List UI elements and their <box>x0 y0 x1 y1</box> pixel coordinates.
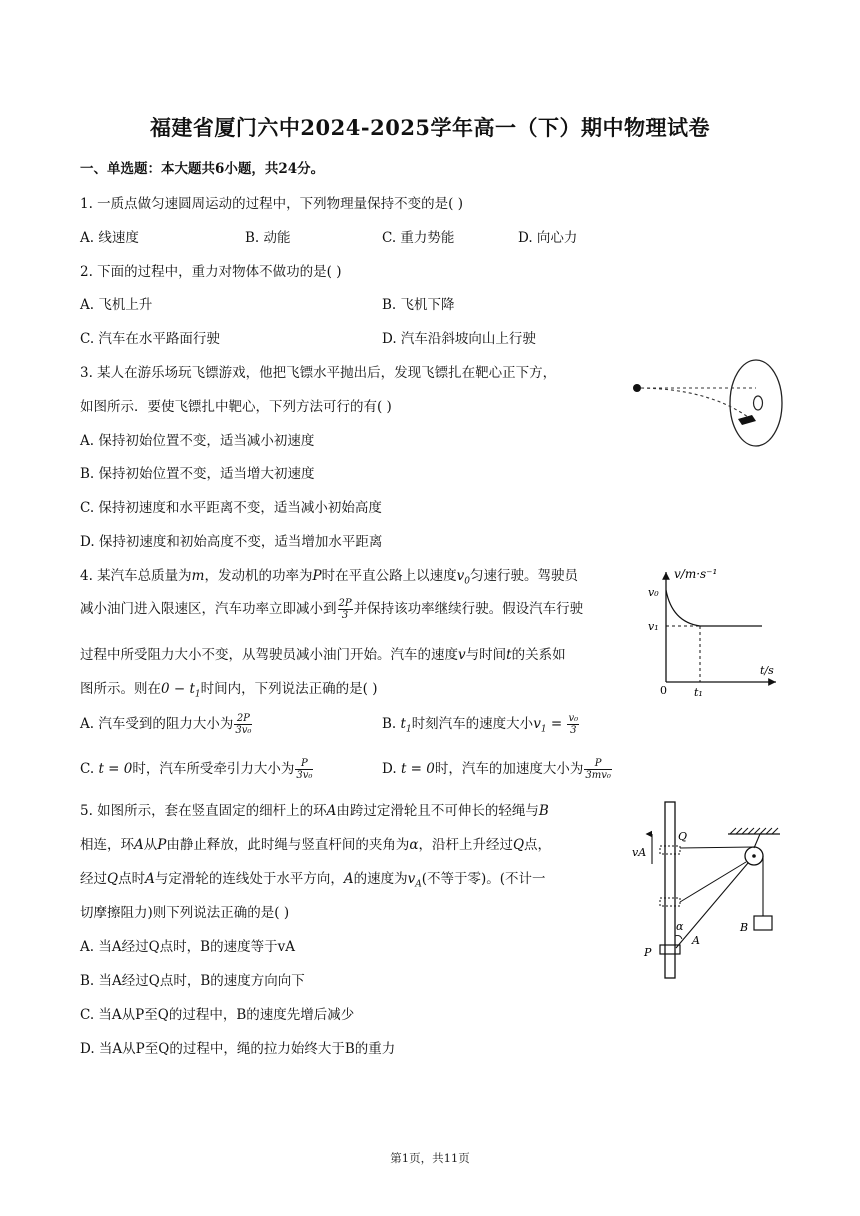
svg-text:P: P <box>644 946 652 959</box>
q5-option-a: A. 当A经过Q点时，B的速度等于vA <box>80 939 295 955</box>
q1-option-c: C. 重力势能 <box>382 230 455 246</box>
q4-stem-line1: 4. 某汽车总质量为m，发动机的功率为P时在平直公路上以速度$v_0$匀速行驶。驾驶员 <box>80 568 578 587</box>
block-b <box>754 916 772 930</box>
q3-stem-line2: 如图所示．要使飞镖扎中靶心，下列方法可行的有( ) <box>80 399 392 415</box>
q2-option-d: D. 汽车沿斜坡向山上行驶 <box>382 331 536 347</box>
q3-option-c: C. 保持初速度和水平距离不变，适当减小初始高度 <box>80 500 382 516</box>
origin-label: 0 <box>660 684 667 697</box>
page-title: 福建省厦门六中2024-2025学年高一（下）期中物理试卷 <box>149 115 711 140</box>
q3-option-b: B. 保持初始位置不变，适当增大初速度 <box>80 466 315 482</box>
q4-option-d: D. t = 0时，汽车的加速度大小为 $\frac{P}{\text{3mv₀}}$ <box>382 758 611 781</box>
pulley-rod-figure <box>630 798 790 983</box>
q5-option-c: C. 当A从P至Q的过程中，B的速度先增后减少 <box>80 1007 355 1023</box>
y-axis-label: v/m·s⁻¹ <box>674 567 718 581</box>
q1-stem: 1. 一质点做匀速圆周运动的过程中，下列物理量保持不变的是( ) <box>80 196 463 212</box>
q4-stem-line3: 过程中所受阻力大小不变，从驾驶员减小油门开始。汽车的速度v与时间t的关系如 <box>80 647 566 663</box>
q2-option-b: B. 飞机下降 <box>382 297 455 313</box>
q4-stem-line4: 图所示。则在$0 - t_1$时间内，下列说法正确的是( ) <box>80 681 378 700</box>
x-axis-label: t/s <box>760 664 774 677</box>
q5-stem-line4: 切摩擦阻力)则下列说法正确的是( ) <box>80 905 290 921</box>
q3-option-d: D. 保持初速度和初始高度不变，适当增加水平距离 <box>80 534 383 550</box>
q2-option-a: A. 飞机上升 <box>80 297 153 313</box>
q2-stem: 2. 下面的过程中，重力对物体不做功的是( ) <box>80 264 342 280</box>
page-footer: 第1页，共11页 <box>390 1151 470 1165</box>
svg-text:vA: vA <box>632 846 647 859</box>
q2-option-c: C. 汽车在水平路面行驶 <box>80 331 220 347</box>
q4-stem-line2: 减小油门进入限速区，汽车功率立即减小到 $\frac{2P}{3}$ 并保持该功率继续行驶。假设汽车行驶 <box>80 598 584 621</box>
svg-text:B: B <box>740 921 749 934</box>
q5-stem-line3: 经过Q点时A与定滑轮的连线处于水平方向，A的速度为$v_A$(不等于零)。(不计一 <box>80 871 546 890</box>
q3-option-a: A. 保持初始位置不变，适当减小初速度 <box>80 433 315 449</box>
q5-option-b: B. 当A经过Q点时，B的速度方向向下 <box>80 973 305 989</box>
q5-stem-line2: 相连，环A从P由静止释放，此时绳与竖直杆间的夹角为α，沿杆上升经过Q点， <box>80 837 552 853</box>
svg-text:α: α <box>676 920 684 933</box>
q1-option-b: B. 动能 <box>245 230 291 246</box>
dart-target-figure <box>628 355 788 450</box>
q4-option-c: C. t = 0时，汽车所受牵引力大小为 $\frac{P}{\text{3v₀}}$ <box>80 758 313 781</box>
svg-text:Q: Q <box>678 830 688 843</box>
velocity-curve <box>666 590 700 626</box>
t1-label: t₁ <box>694 686 703 699</box>
q5-option-d: D. 当A从P至Q的过程中，绳的拉力始终大于B的重力 <box>80 1041 396 1057</box>
q4-option-a: A. 汽车受到的阻力大小为 $\frac{2P}{\text{3v₀}}$ <box>80 713 252 736</box>
q5-stem-line1: 5. 如图所示，套在竖直固定的细杆上的环A由跨过定滑轮且不可伸长的轻绳与B <box>80 803 549 819</box>
section-heading: 一、单选题：本大题共6小题，共24分。 <box>80 161 325 177</box>
v1-label: v₁ <box>648 620 659 633</box>
q4-option-b: B. $t_1$时刻汽车的速度大小$v_1$ = $\frac{\text{v₀}}{3}$ <box>382 713 579 736</box>
q1-option-a: A. 线速度 <box>80 230 139 246</box>
v0-label: v₀ <box>648 586 659 599</box>
q1-option-d: D. 向心力 <box>518 230 578 246</box>
svg-text:A: A <box>692 934 700 947</box>
q3-stem-line1: 3. 某人在游乐场玩飞镖游戏，他把飞镖水平抛出后，发现飞镖扎在靶心正下方， <box>80 365 557 381</box>
vertical-rod <box>665 802 675 978</box>
velocity-time-graph <box>640 560 790 700</box>
